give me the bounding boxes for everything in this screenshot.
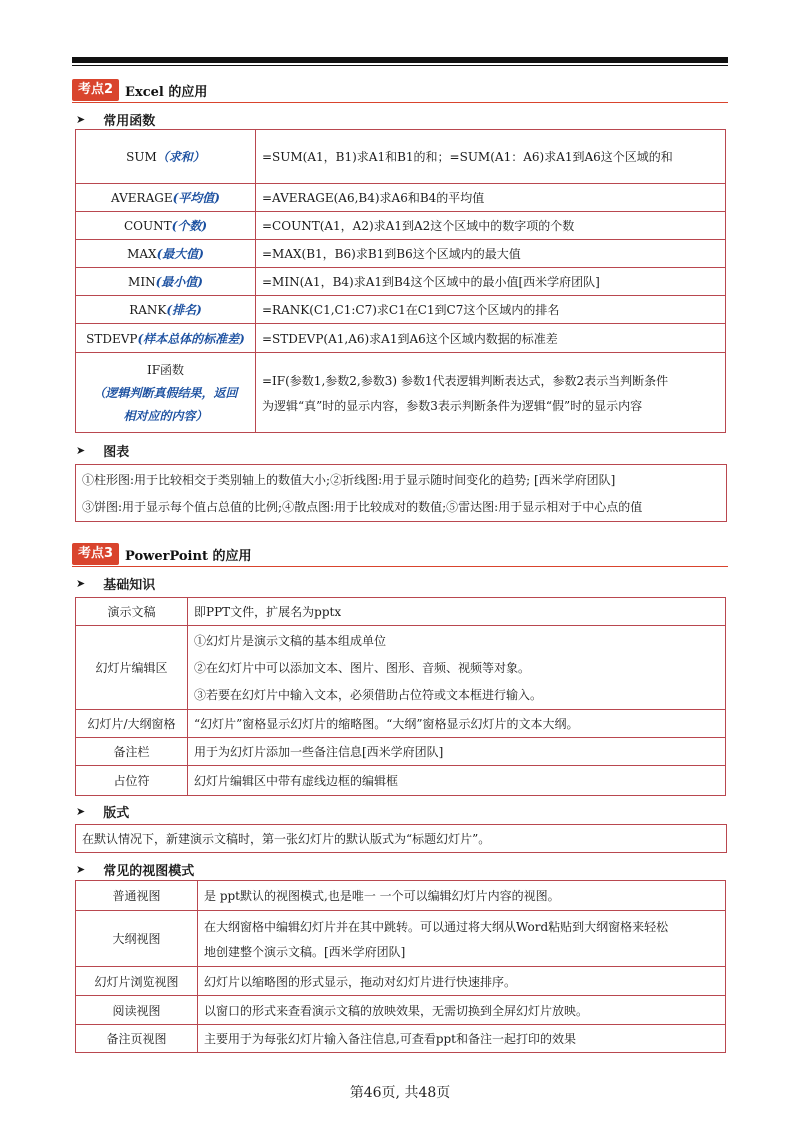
arrow-bullet-icon: ➤ [76, 113, 86, 126]
header-rule [72, 57, 728, 63]
table-row: 备注页视图 主要用于为每张幻灯片输入备注信息,可查看ppt和备注一起打印的效果 [76, 1025, 726, 1053]
subheading-format: ➤ 版式 [76, 805, 130, 821]
section-badge: 考点3 [72, 543, 119, 565]
section-excel-heading [72, 78, 207, 102]
functions-table [75, 129, 726, 433]
page-number: 第46页, 共48页 [349, 1085, 451, 1101]
table-row: 大纲视图 在大纲窗格中编辑幻灯片并在其中跳转。可以通过将大纲从Word粘贴到大纲窗格来轻松 地创建整个演示文稿。[西米学府团队] [76, 911, 726, 967]
table-row: 幻灯片浏览视图 幻灯片以缩略图的形式显示，拖动对幻灯片进行快速排序。 [76, 967, 726, 996]
table-row: 幻灯片编辑区 ①幻灯片是演示文稿的基本组成单位 ②在幻灯片中可以添加文本、图片、图形、音频、视频等对象。 ③若要在幻灯片中输入文本，必须借助占位符或文本框进行输入。 [76, 626, 726, 710]
section-title: PowerPoint 的应用 [125, 548, 252, 564]
header-rule-thin [72, 65, 728, 66]
arrow-bullet-icon: ➤ [76, 444, 86, 457]
subheading-functions: ➤ 常用函数 [76, 113, 156, 129]
table-row: 幻灯片/大纲窗格 “幻灯片”窗格显示幻灯片的缩略图。“大纲”窗格显示幻灯片的文本大纲。 [76, 710, 726, 738]
table-row: RANK(排名) =RANK(C1,C1:C7)求C1在C1到C7这个区域内的排名 [76, 296, 726, 324]
subheading-charts: ➤ 图表 [76, 444, 130, 460]
charts-box: ①柱形图:用于比较相交于类别轴上的数值大小;②折线图:用于显示随时间变化的趋势; [西米学府团队] ③饼图:用于显示每个值占总值的比例;④散点图:用于比较成对的数值;⑤雷达图:用于显示相对于中心点的值 [75, 464, 727, 522]
subheading-views: ➤ 常见的视图模式 [76, 863, 195, 879]
table-row: 阅读视图 以窗口的形式来查看演示文稿的放映效果，无需切换到全屏幻灯片放映。 [76, 996, 726, 1025]
section-underline [72, 566, 728, 567]
table-row: 普通视图 是 ppt默认的视图模式,也是唯一 一个可以编辑幻灯片内容的视图。 [76, 881, 726, 911]
section-ppt-heading [72, 542, 251, 566]
table-row: IF函数 （逻辑判断真假结果，返回 相对应的内容） =IF(参数1,参数2,参数3) 参数1代表逻辑判断表达式，参数2表示当判断条件 为逻辑“真”时的显示内容，参数3表示判断条件为逻辑“假”时的显示内容 [76, 353, 726, 433]
section-underline [72, 102, 728, 103]
table-row: 备注栏 用于为幻灯片添加一些备注信息[西米学府团队] [76, 738, 726, 766]
table-row: COUNT(个数) =COUNT(A1，A2)求A1到A2这个区域中的数字项的个数 [76, 212, 726, 240]
basics-table [75, 597, 726, 796]
table-row: MAX(最大值) =MAX(B1，B6)求B1到B6这个区域内的最大值 [76, 240, 726, 268]
table-row: STDEVP(样本总体的标准差) =STDEVP(A1,A6)求A1到A6这个区域内数据的标准差 [76, 324, 726, 353]
section-title: Excel 的应用 [125, 84, 208, 100]
arrow-bullet-icon: ➤ [76, 577, 86, 590]
table-row: AVERAGE(平均值) =AVERAGE(A6,B4)求A6和B4的平均值 [76, 184, 726, 212]
table-row: SUM（求和） =SUM(A1，B1)求A1和B1的和；=SUM(A1：A6)求A1到A6这个区域的和 [76, 130, 726, 184]
arrow-bullet-icon: ➤ [76, 805, 86, 818]
arrow-bullet-icon: ➤ [76, 863, 86, 876]
table-row: 演示文稿 即PPT文件，扩展名为pptx [76, 598, 726, 626]
table-row: MIN(最小值) =MIN(A1，B4)求A1到B4这个区域中的最小值[西米学府团队] [76, 268, 726, 296]
format-box: 在默认情况下，新建演示文稿时，第一张幻灯片的默认版式为“标题幻灯片”。 [75, 824, 727, 853]
views-table [75, 880, 726, 1053]
table-row: 占位符 幻灯片编辑区中带有虚线边框的编辑框 [76, 766, 726, 796]
section-badge: 考点2 [72, 79, 119, 101]
subheading-basics: ➤ 基础知识 [76, 577, 156, 593]
